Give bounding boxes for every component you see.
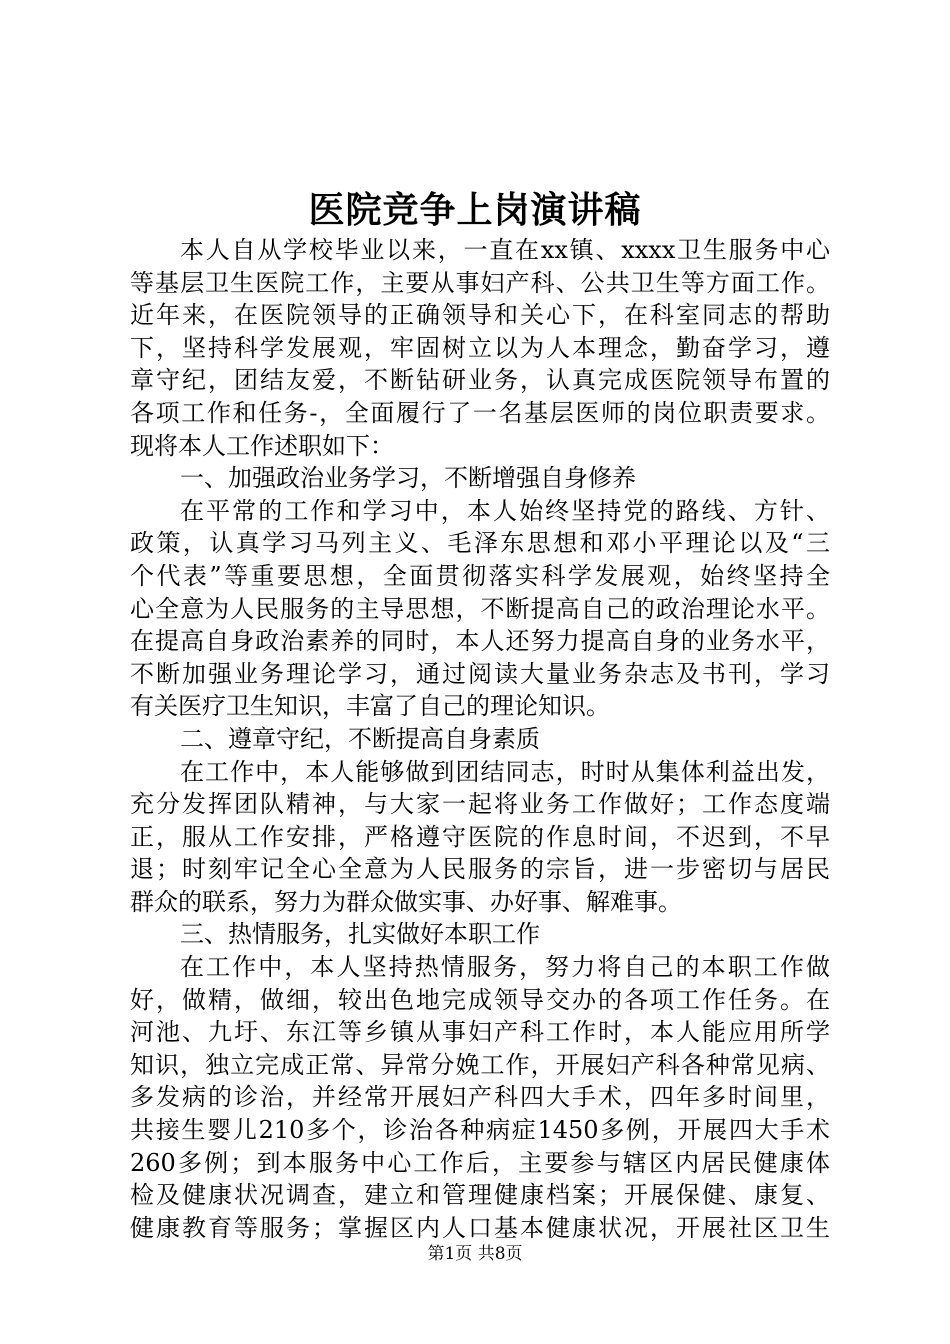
text-line: 现将本人工作述职如下： [130,431,394,460]
text-line: 多发病的诊治，并经常开展妇产科四大手术，四年多时间里， [130,1083,830,1112]
text-line: 一、加强政治业务学习，不断增强自身修养 [180,464,636,493]
text-line: 在提高自身政治素养的同时，本人还努力提高自身的业务水平， [130,627,830,656]
text-line: 在工作中，本人能够做到团结同志，时时从集体利益出发， [180,757,830,786]
text-line: 知识，独立完成正常、异常分娩工作，开展妇产科各种常见病、 [130,1050,830,1079]
text-line: 健康教育等服务；掌握区内人口基本健康状况，开展社区卫生 [130,1213,830,1242]
text-line: 心全意为人民服务的主导思想，不断提高自己的政治理论水平。 [130,594,830,623]
text-line: 群众的联系，努力为群众做实事、办好事、解难事。 [130,887,682,916]
document-title: 医院竞争上岗演讲稿 [308,189,642,231]
text-line: 本人自从学校毕业以来，一直在xx镇、xxxx卫生服务中心 [180,236,830,264]
text-line: 充分发挥团队精神，与大家一起将业务工作做好；工作态度端 [130,790,830,819]
text-line: 不断加强业务理论学习，通过阅读大量业务杂志及书刊，学习 [130,659,830,688]
page-footer: 第1页 共8页 [427,1244,523,1264]
text-line: 在工作中，本人坚持热情服务，努力将自己的本职工作做 [180,953,830,982]
document-body [130,234,830,1244]
text-line: 在平常的工作和学习中，本人始终坚持党的路线、方针、 [180,496,830,525]
text-line: 正，服从工作安排，严格遵守医院的作息时间，不迟到，不早 [130,822,830,851]
text-line: 有关医疗卫生知识，丰富了自己的理论知识。 [130,692,610,721]
text-line: 河池、九圩、东江等乡镇从事妇产科工作时，本人能应用所学 [130,1018,830,1047]
text-line: 三、热情服务，扎实做好本职工作 [180,920,540,949]
text-line: 章守纪，团结友爱，不断钻研业务，认真完成医院领导布置的 [130,366,830,395]
text-line: 共接生婴儿210多个，诊治各种病症1450多例，开展四大手术 [130,1116,830,1145]
text-line: 二、遵章守纪，不断提高自身素质 [180,724,540,753]
text-line: 各项工作和任务-，全面履行了一名基层医师的岗位职责要求。 [130,398,830,427]
text-line: 260多例；到本服务中心工作后，主要参与辖区内居民健康体 [130,1148,830,1177]
text-line: 政策，认真学习马列主义、毛泽东思想和邓小平理论以及“三 [130,529,830,558]
text-line: 好，做精，做细，较出色地完成领导交办的各项工作任务。在 [130,985,830,1014]
text-line: 近年来，在医院领导的正确领导和关心下，在科室同志的帮助 [130,301,830,330]
text-line: 检及健康状况调查，建立和管理健康档案；开展保健、康复、 [130,1181,830,1210]
text-line: 个代表”等重要思想，全面贯彻落实科学发展观，始终坚持全 [130,561,830,590]
text-line: 退；时刻牢记全心全意为人民服务的宗旨，进一步密切与居民 [130,855,830,884]
text-line: 等基层卫生医院工作，主要从事妇产科、公共卫生等方面工作。 [130,268,830,297]
text-line: 下，坚持科学发展观，牢固树立以为人本理念，勤奋学习，遵 [130,333,830,362]
